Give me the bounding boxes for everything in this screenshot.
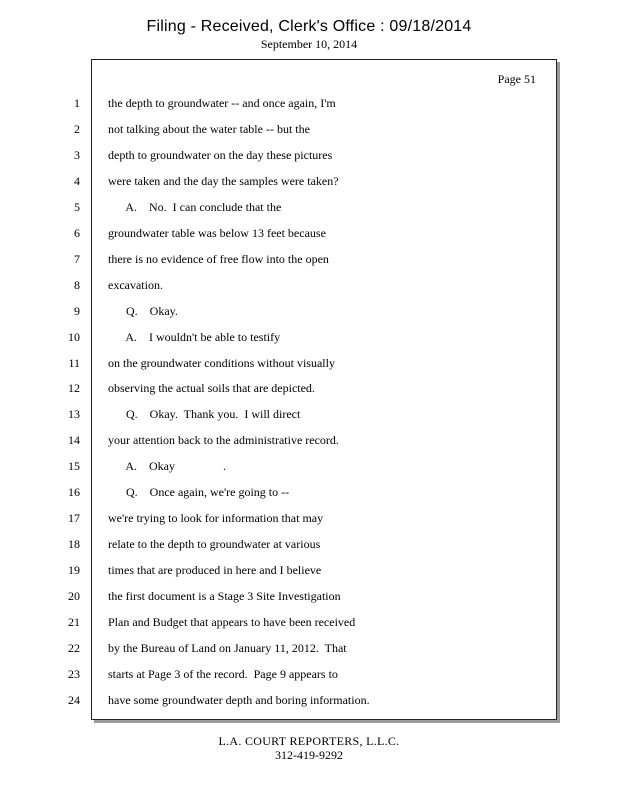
line-number: 19 xyxy=(68,563,80,578)
line-number: 14 xyxy=(68,433,80,448)
line-number: 10 xyxy=(68,329,80,344)
line-number: 15 xyxy=(68,459,80,474)
transcript-line: observing the actual soils that are depicted. xyxy=(108,381,315,396)
filing-stamp-header: Filing - Received, Clerk's Office : 09/18/2014 xyxy=(146,18,472,35)
transcript-line: there is no evidence of free flow into the open xyxy=(108,251,329,266)
transcript-line: relate to the depth to groundwater at various xyxy=(108,537,321,552)
transcript-line: groundwater table was below 13 feet because xyxy=(108,225,326,240)
transcript-line: Plan and Budget that appears to have been received xyxy=(108,615,356,629)
line-number: 20 xyxy=(68,589,80,604)
transcript-line: on the groundwater conditions without visually xyxy=(108,355,335,370)
line-number: 13 xyxy=(68,407,80,422)
court-reporter-firm: L.A. COURT REPORTERS, L.L.C. xyxy=(218,734,400,748)
line-number: 6 xyxy=(74,225,80,240)
line-number: 16 xyxy=(68,485,80,500)
transcript-line: Q. Okay. Thank you. I will direct xyxy=(108,407,301,422)
line-number: 17 xyxy=(68,511,80,526)
line-number: 5 xyxy=(74,199,80,214)
transcript-line: times that are produced in here and I believe xyxy=(108,563,322,578)
transcript-line: by the Bureau of Land on January 11, 2012. That xyxy=(108,640,347,655)
line-number: 7 xyxy=(74,251,80,266)
line-number: 12 xyxy=(68,381,80,396)
line-number: 18 xyxy=(68,537,80,552)
line-number: 1 xyxy=(74,96,80,110)
transcript-line: starts at Page 3 of the record. Page 9 appears to xyxy=(108,666,338,681)
line-number: 21 xyxy=(68,615,80,629)
line-number: 11 xyxy=(68,355,80,370)
line-number: 3 xyxy=(74,147,80,162)
transcript-line: not talking about the water table -- but the xyxy=(108,121,310,136)
line-number: 4 xyxy=(74,173,80,188)
court-reporter-phone: 312-419-9292 xyxy=(275,748,343,762)
transcript-line: Q. Okay. xyxy=(108,303,178,318)
deposition-date: September 10, 2014 xyxy=(260,37,358,51)
transcript-line: the depth to groundwater -- and once again, I'm xyxy=(108,96,336,110)
transcript-line: we're trying to look for information that may xyxy=(108,511,324,526)
transcript-line: have some groundwater depth and boring information. xyxy=(108,692,370,707)
transcript-line: your attention back to the administrative record. xyxy=(108,433,339,448)
transcript-line: Q. Once again, we're going to -- xyxy=(108,485,290,500)
transcript-line: depth to groundwater on the day these pictures xyxy=(108,147,333,162)
transcript-line: A. I wouldn't be able to testify xyxy=(108,329,281,344)
transcript-line: excavation. xyxy=(108,277,163,292)
line-number: 23 xyxy=(68,666,80,681)
transcript-line: A. Okay . xyxy=(108,459,226,474)
transcript-line: the first document is a Stage 3 Site Investigation xyxy=(108,589,341,604)
transcript-line: A. No. I can conclude that the xyxy=(108,199,282,214)
transcript-line: were taken and the day the samples were taken? xyxy=(108,173,339,188)
page-number: Page 51 xyxy=(497,72,536,86)
line-number: 22 xyxy=(68,640,80,655)
line-number: 2 xyxy=(74,121,80,136)
line-number: 9 xyxy=(74,303,80,318)
line-number: 8 xyxy=(74,277,80,292)
line-number: 24 xyxy=(68,692,80,707)
